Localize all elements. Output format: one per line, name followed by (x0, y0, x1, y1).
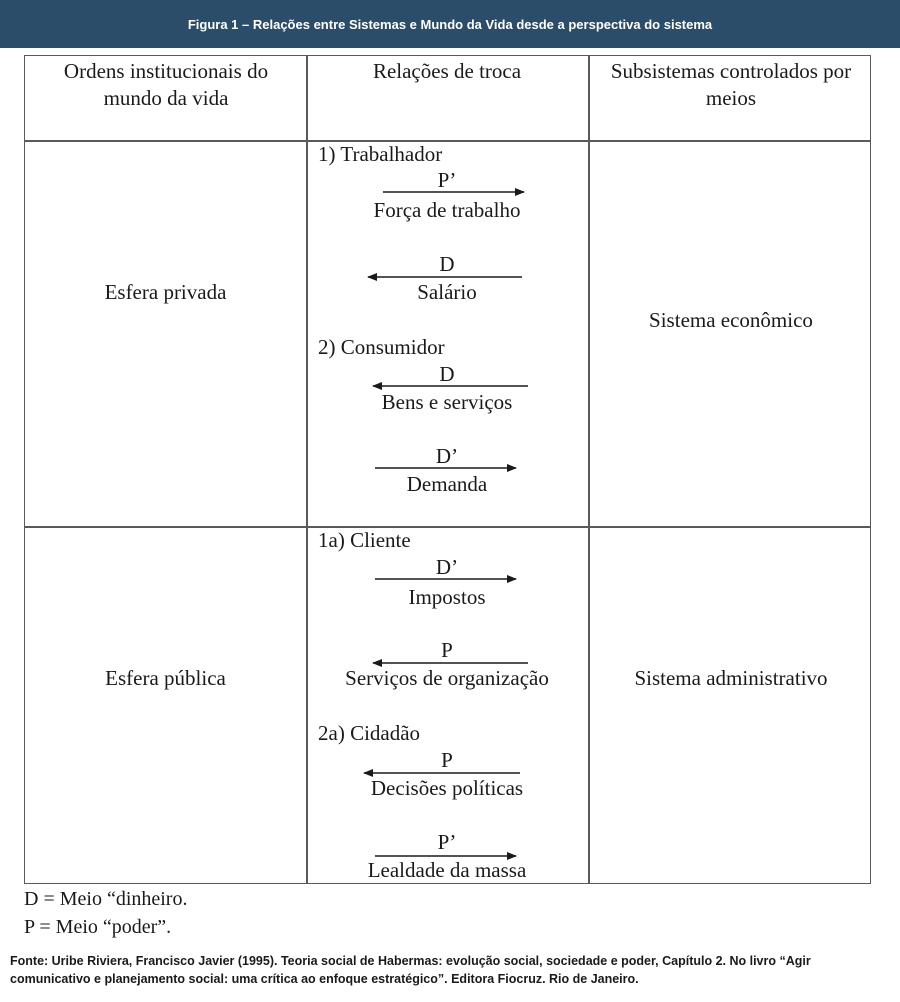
exchange-label-forca-de-trabalho: Força de trabalho (373, 198, 521, 222)
figure-title: Figura 1 – Relações entre Sistemas e Mundo da Vida desde a perspectiva do sistema (0, 0, 900, 48)
exchange-label-servicos-de-organizacao: Serviços de organização (345, 666, 549, 690)
exchange-label-demanda: Demanda (406, 472, 488, 496)
system-economic: Sistema econômico (649, 308, 813, 332)
header-institutional-orders: Ordens institucionais do mundo da vida (63, 59, 269, 110)
group-title-consumidor: 2) Consumidor (318, 335, 445, 359)
exchange-label-decisoes-politicas: Decisões políticas (370, 776, 524, 800)
exchange-label-lealdade-da-massa: Lealdade da massa (367, 858, 527, 882)
medium-label: D (439, 252, 455, 276)
row-divider (25, 140, 870, 142)
group-title-trabalhador: 1) Trabalhador (318, 142, 443, 166)
column-divider (588, 56, 590, 883)
row-divider (25, 526, 870, 528)
exchange-label-bens-e-servicos: Bens e serviços (381, 390, 513, 414)
sphere-private: Esfera privada (104, 280, 227, 304)
sphere-public: Esfera pública (105, 666, 226, 690)
header-media-subsystems: Subsistemas controlados por meios (610, 59, 852, 110)
source-citation: Fonte: Uribe Riviera, Francisco Javier (1995). Teoria social de Habermas: evolução social, sociedade e poder, Capítulo 2. No livro “Agir comunicativo e planejamento social: uma crítica ao enfoque estratégico”. Editora Fiocruz. Rio de Janeiro. (10, 954, 811, 986)
legend-money: D = Meio “dinheiro. (24, 888, 188, 910)
legend-power: P = Meio “poder”. (24, 916, 172, 938)
medium-label: P (441, 638, 453, 662)
medium-label: D (439, 362, 455, 386)
medium-label: P’ (437, 168, 457, 192)
group-title-cidadao: 2a) Cidadão (318, 721, 421, 745)
system-administrative: Sistema administrativo (634, 666, 828, 690)
group-title-cliente: 1a) Cliente (318, 528, 411, 552)
medium-label: D’ (435, 444, 459, 468)
medium-label: P (441, 748, 453, 772)
medium-label: D’ (435, 555, 459, 579)
exchange-label-salario: Salário (417, 280, 477, 304)
medium-label: P’ (437, 830, 457, 854)
header-exchange-relations: Relações de troca (372, 59, 522, 83)
exchange-label-impostos: Impostos (408, 585, 486, 609)
column-divider (306, 56, 308, 883)
